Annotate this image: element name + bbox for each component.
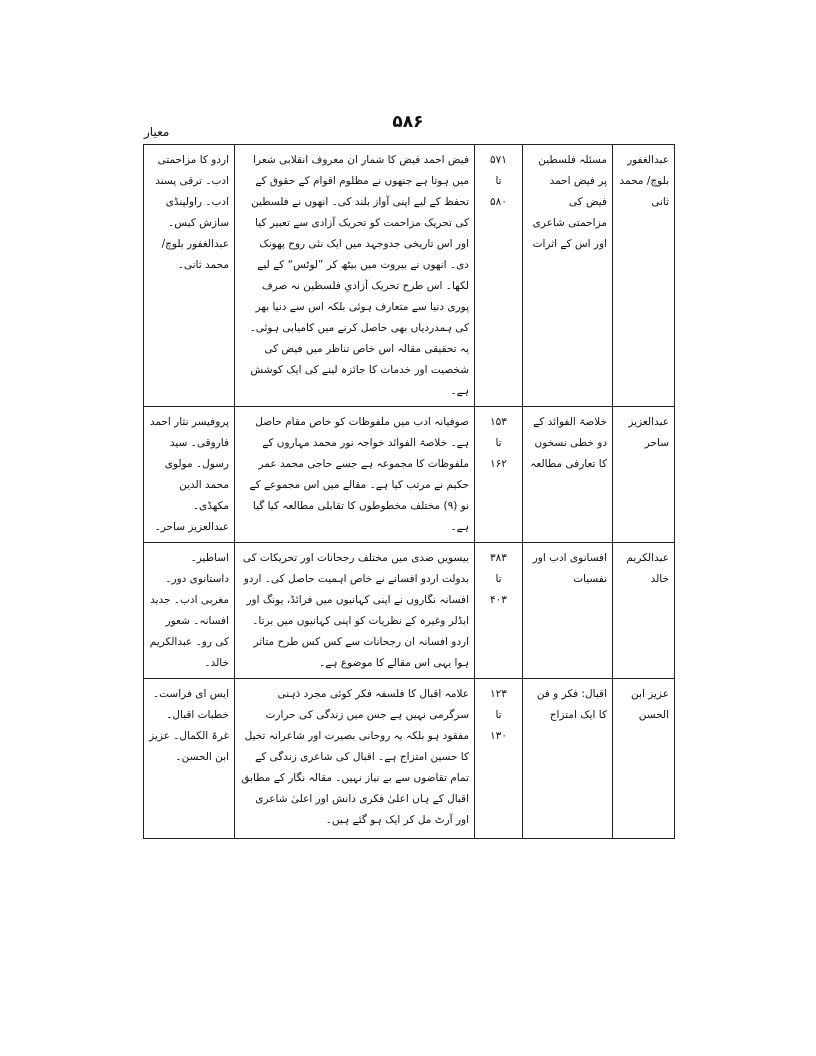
abstract-cell: بیسویں صدی میں مختلف رجحانات اور تحریکات کی بدولت اردو افسانے نے خاص اہمیت حاصل کی۔ اردو افسانہ نگاروں نے اپنی کہانیوں میں فرائڈ، یونگ اور ایڈلر وغیرہ کے نظریات کو اپنی کہانیوں میں برتا۔ اردو افسانہ ان رجحانات سے کس کس طرح متاثر ہوا یہی اس مقالے کا موضوع ہے۔ [235,543,475,679]
title-cell: خلاصۃ الفوائد کے دو خطی نسخوں کا تعارفی مطالعہ [523,407,613,543]
author-cell: عبدالکریم خالد [613,543,675,679]
author-cell: عبدالغفور بلوچ/ محمد ثانی [613,145,675,407]
page-separator: تا [495,573,502,585]
author-cell: عزیز ابن الحسن [613,679,675,839]
keywords-cell: پروفیسر نثار احمد فاروقی۔ سید رسول۔ مولوی محمد الدین مکھڈی۔ عبدالعزیز ساحر۔ [144,407,235,543]
page-from: ۵۷۱ [490,154,507,166]
page-separator: تا [495,175,502,187]
page-number: ۵۸۶ [392,112,424,132]
keywords-cell: اساطیر۔ داستانوی دور۔ مغربی ادب۔ جدید افسانہ۔ شعور کی رو۔ عبدالکریم خالد۔ [144,543,235,679]
keywords-cell: ایس ای فراست۔ خطبات اقبال۔ غرۃ الکمال۔ عزیز ابن الحسن۔ [144,679,235,839]
author-cell: عبدالعزیز ساحر [613,407,675,543]
title-cell: اقبال: فکر و فن کا ایک امتزاج [523,679,613,839]
journal-name: معیار [144,125,170,139]
index-table [143,144,675,839]
page-from: ۳۸۳ [490,552,507,564]
page-from: ۱۲۳ [490,688,507,700]
abstract-cell: فیض احمد فیض کا شمار ان معروف انقلابی شعرا میں ہوتا ہے جنھوں نے مظلوم اقوام کے حقوق کے تحفظ کے لیے اپنی آواز بلند کی۔ انھوں نے فلسطین کی تحریک مزاحمت کو تحریک آزادی سے تعبیر کیا اور اس تاریخی جدوجہد میں ایک نئی روح پھونک دی۔ انھوں نے بیروت میں بیٹھ کر ”لوٹس“ کے لیے لکھا۔ اس طرح تحریک آزادیِ فلسطین نہ صرف پوری دنیا سے متعارف ہوئی بلکہ اس سے دنیا بھر کی ہمدردیاں بھی حاصل کرنے میں کامیابی ہوئی۔ یہ تحقیقی مقالہ اس خاص تناظر میں فیض کی شخصیت اور خدمات کا جائزہ لینے کی ایک کوشش ہے۔ [235,145,475,407]
table-row [144,407,675,543]
title-cell: مسئلہ فلسطین پر فیض احمد فیض کی مزاحمتی شاعری اور اس کے اثرات [523,145,613,407]
page-to: ۴۰۳ [490,594,507,606]
keywords-cell: اردو کا مزاحمتی ادب۔ ترقی پسند ادب۔ راولپنڈی سازش کیس۔ عبدالغفور بلوچ/ محمد ثانی۔ [144,145,235,407]
abstract-cell: صوفیانہ ادب میں ملفوظات کو خاص مقام حاصل ہے۔ خلاصۃ الفوائد خواجہ نور محمد مہاروں کے ملفوظات کا مجموعہ ہے جسے حاجی محمد عمر حکیم نے مرتب کیا ہے۔ مقالے میں اس مجموعے کے نو (۹) مختلف مخطوطوں کا تقابلی مطالعہ کیا گیا ہے۔ [235,407,475,543]
page-to: ۱۶۲ [490,458,507,470]
page-separator: تا [495,437,502,449]
pages-cell [475,679,523,839]
page-to: ۵۸۰ [490,196,507,208]
table-row [144,543,675,679]
page-from: ۱۵۳ [490,416,507,428]
pages-cell [475,543,523,679]
page-separator: تا [495,709,502,721]
pages-cell [475,145,523,407]
abstract-cell: علامہ اقبال کا فلسفہ فکر کوئی مجرد ذہنی سرگرمی نہیں ہے جس میں زندگی کی حرارت مفقود ہو بلکہ یہ روحانی بصیرت اور شاعرانہ تخیل کا حسین امتزاج ہے۔ اقبال کی شاعری زندگی کے تمام تقاضوں سے بے نیاز نہیں۔ مقالہ نگار کے مطابق اقبال کے ہاں اعلیٰ فکری دانش اور اعلیٰ شاعری اور آرٹ مل کر ایک ہو گئے ہیں۔ [235,679,475,839]
pages-cell [475,407,523,543]
title-cell: افسانوی ادب اور نفسیات [523,543,613,679]
table-row [144,679,675,839]
table-row [144,145,675,407]
page-to: ۱۳۰ [490,730,507,742]
